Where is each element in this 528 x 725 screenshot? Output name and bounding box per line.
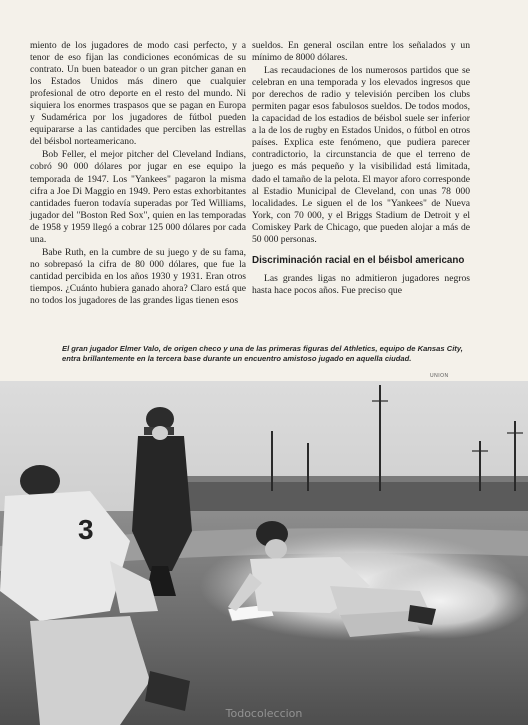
paragraph-stadium-revenue: Las recaudaciones de los numerosos partidos que se celebran en una temporada y los elevados ingresos que por derechos de radio y televisión perciben los clubs permiten pagar esos fabulosos sueldos. De todos modos, la capacidad de los estadios de béisbol suele ser inferior a la de los de rugby en Estados Unidos, o fútbol en otros países. Explica este fenómeno, que pudiera parecer contradictorio, la circunstancia de que el terreno de juego es más pequeño y la visibilidad está limitada, dado el tamaño de la pelota. El mayor aforo corresponde al Estadio Municipal de Cleveland, con unas 78 000 localidades. Le siguen el de los "Yankees" de Nueva York, con 70 000, y el Briggs Stadium de Detroit y el Comiskey Park de Chicago, que pueden alojar a más de 50 000 personas. — [252, 65, 470, 245]
photo-illustration — [0, 381, 528, 725]
paragraph-feller-dimaggio: Bob Feller, el mejor pitcher del Cleveland Indians, cobró 90 000 dólares por jugar en ese equipo la temporada de 1947. Los "Yankees" pagaron la misma cifra a Joe Di Maggio en 1949. Pero estas exhorbitantes cantidades fueron todavía superadas por Ted Williams, jugador del "Boston Red Sox", quien en las temporadas de 1958 y 1959 llegó a cobrar 125 000 dólares por cada una. — [30, 149, 246, 245]
left-text-column — [30, 40, 246, 308]
section-heading-discrimination: Discriminación racial en el béisbol americano — [252, 254, 465, 266]
paragraph-salaries-intro: miento de los jugadores de modo casi perfecto, y a tenor de eso fijan las condiciones económicas de su contrato. Un buen bateador o un gran pitcher ganan en los Estados Unidos más dinero que cualquier profesional de otro deporte en el resto del mundo. Ni siquiera los enormes traspasos que se pagan en Europa y Sudamérica por los jugadores de fútbol pueden equipararse a las cantidades que perciben las estrellas del béisbol norteamericano. — [30, 40, 246, 148]
jersey-number: 3 — [78, 514, 94, 545]
paragraph-discrimination: Las grandes ligas no admitieron jugadores negros hasta hace pocos años. Fue preciso que — [252, 272, 470, 296]
paragraph-salary-range: sueldos. En general oscilan entre los señalados y un mínimo de 8000 dólares. — [252, 40, 470, 64]
photo-caption: El gran jugador Elmer Valo, de origen checo y una de las primeras figuras del Athletics, equipo de Kansas City, entra brillantemente en la tercera base durante un encuentro amistoso jugado en aquella ciudad. — [62, 344, 463, 363]
paragraph-babe-ruth: Babe Ruth, en la cumbre de su juego y de su fama, no sobrepasó la cifra de 80 000 dólares, que fue la cantidad percibida en los años 1930 y 1931. Eran otros tiempos. ¿Cuánto hubiera ganado ahora? Claro está que no todos los jugadores de las grandes ligas tienen esos — [30, 246, 246, 306]
watermark-text: Todocoleccion — [225, 707, 303, 720]
baseball-slide-photo — [0, 381, 528, 725]
photo-credit: UNION — [430, 373, 449, 379]
right-text-column — [252, 40, 470, 298]
